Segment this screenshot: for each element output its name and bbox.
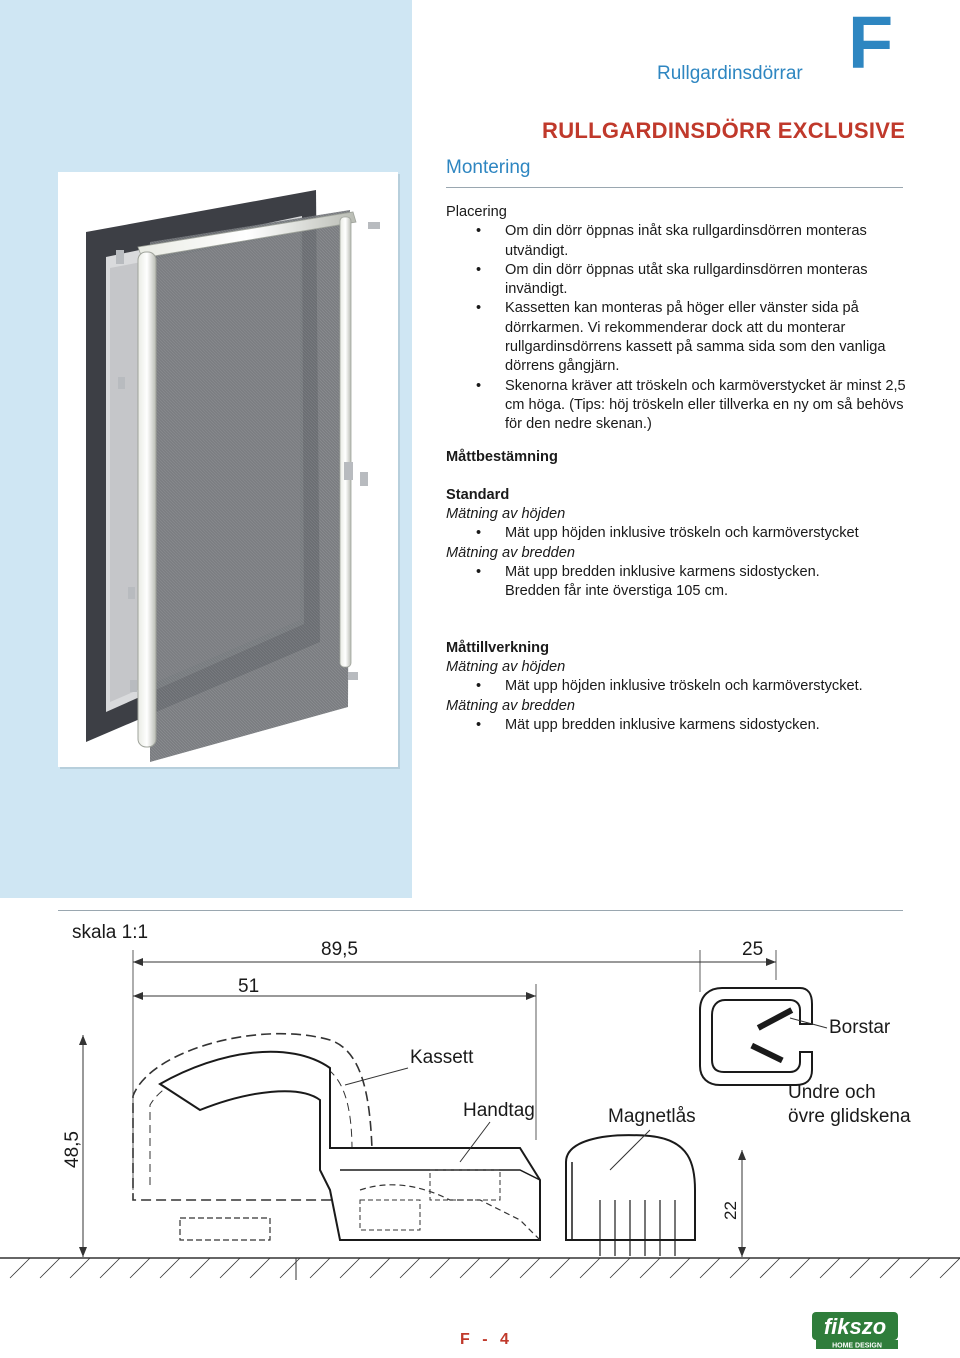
standard-height-list xyxy=(446,524,906,543)
list-item: • Om din dörr öppnas inåt ska rullgardinsdörren monteras utvändigt. xyxy=(446,222,906,261)
fikszo-logo xyxy=(810,1308,902,1350)
label-skena-line1: Undre och xyxy=(788,1082,876,1103)
list-item: • Skenorna kräver att tröskeln och karmöverstycket är minst 2,5 cm höga. (Tips: höj tröskeln eller tillverka en ny om så behövs för den nedre skenan.) xyxy=(446,377,906,435)
door-illustration xyxy=(58,172,398,767)
door-product-image xyxy=(58,172,398,767)
list-item: • Mät upp bredden inklusive karmens sidostycken. xyxy=(446,716,906,735)
title-divider xyxy=(446,187,903,188)
dim-22-label: 22 xyxy=(721,1201,740,1220)
technical-drawing xyxy=(0,900,960,1280)
list-item: • Mät upp höjden inklusive tröskeln och karmöverstycket xyxy=(446,524,906,543)
placering-heading: Placering xyxy=(446,204,507,220)
instructions-text xyxy=(446,203,906,735)
standard-height-label: Mätning av höjden xyxy=(446,506,566,523)
rail-profile xyxy=(700,988,812,1085)
standard-width-label: Mätning av bredden xyxy=(446,544,575,561)
placering-list xyxy=(446,222,906,434)
list-item: • Mät upp höjden inklusive tröskeln och karmöverstycket. xyxy=(446,677,906,696)
label-skena-line2: övre glidskena xyxy=(788,1106,911,1127)
label-borstar: Borstar xyxy=(829,1017,891,1038)
mattillverkning-height-label: Mätning av höjden xyxy=(446,658,566,675)
label-kassett: Kassett xyxy=(410,1047,474,1068)
width-note: Bredden får inte överstiga 105 cm. xyxy=(505,583,729,600)
standard-width-list xyxy=(446,563,906,582)
dim-total-label: 89,5 xyxy=(321,939,358,960)
dim-51-label: 51 xyxy=(238,976,260,997)
dim-height-label: 48,5 xyxy=(62,1131,83,1168)
page-number: F - 4 xyxy=(460,1331,513,1348)
list-item: • Om din dörr öppnas utåt ska rullgardinsdörren monteras invändigt. xyxy=(446,261,906,300)
scale-label: skala 1:1 xyxy=(72,922,149,943)
list-item: • Mät upp bredden inklusive karmens sidostycken. xyxy=(446,563,906,582)
logo-subtext: HOME DESIGN xyxy=(832,1342,882,1350)
label-magnetlas: Magnetlås xyxy=(608,1106,696,1127)
dim-25-label: 25 xyxy=(742,939,764,960)
section-heading: Montering xyxy=(446,157,531,178)
mattbestamning-heading: Måttbestämning xyxy=(446,448,558,465)
main-title: RULLGARDINSDÖRR EXCLUSIVE xyxy=(542,118,906,143)
standard-heading: Standard xyxy=(446,486,510,503)
section-letter: F xyxy=(848,1,894,84)
mattillverkning-heading: Måttillverkning xyxy=(446,639,549,656)
header-title: Rullgardinsdörrar xyxy=(657,63,803,84)
list-item: • Kassetten kan monteras på höger eller vänster sida på dörrkarmen. Vi rekommenderar dock att du monterar rullgardinsdörrens kassett på samma sida som den vanliga dörrens gångjärn. xyxy=(446,299,906,376)
label-handtag: Handtag xyxy=(463,1100,535,1121)
mattillverkning-height-list xyxy=(446,677,906,696)
mattillverkning-width-list xyxy=(446,716,906,735)
logo-text: fikszo xyxy=(823,1314,887,1339)
mattillverkning-width-label: Mätning av bredden xyxy=(446,697,575,714)
handle-profile xyxy=(160,1052,540,1240)
